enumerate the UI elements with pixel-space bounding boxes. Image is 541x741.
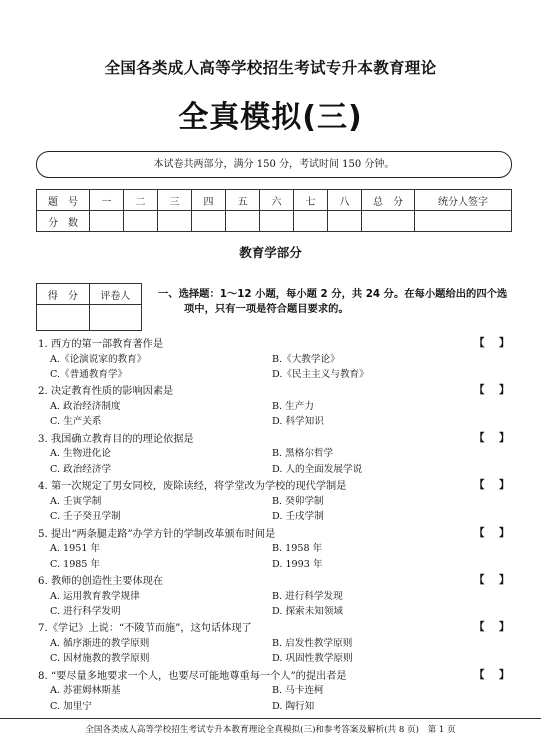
score-table-score-row xyxy=(37,211,512,232)
answer-bracket: 【 】 xyxy=(474,384,512,397)
option-d: D. 陶行知 xyxy=(272,700,315,712)
exam-title: 全真模拟(三) xyxy=(178,100,363,135)
option-d: D.《民主主义与教育》 xyxy=(272,369,369,380)
option-b: B. 癸卯学制 xyxy=(272,495,324,507)
score-table-row-label: 题 号 xyxy=(37,190,90,211)
answer-bracket: 【 】 xyxy=(474,431,512,444)
score-table-col: 一 xyxy=(90,190,124,211)
score-table-col: 六 xyxy=(260,190,294,211)
answer-bracket: 【 】 xyxy=(474,526,512,539)
option-d: D. 巩固性教学原则 xyxy=(272,653,353,665)
score-table-col: 三 xyxy=(158,190,192,211)
question-stem: 5. 提出“两条腿走路”办学方针的学制改革颁布时间是 xyxy=(38,528,276,540)
option-c: C. 生产关系 xyxy=(50,416,102,428)
answer-bracket: 【 】 xyxy=(474,337,512,349)
score-cell xyxy=(362,211,415,232)
option-a: A. 壬寅学制 xyxy=(50,495,102,507)
section-instruction xyxy=(158,287,518,317)
option-c: C. 进行科学发明 xyxy=(50,606,121,617)
section-title: 教育学部分 xyxy=(239,245,302,260)
score-cell xyxy=(124,211,158,232)
score-table-col: 五 xyxy=(226,190,260,211)
score-table-row-label: 分 数 xyxy=(37,211,90,232)
option-a: A.《论演说家的教育》 xyxy=(50,353,147,365)
page-footer: 全国各类成人高等学校招生考试专升本教育理论全真模拟(三)和参考答案及解析(共 8 页) 第 1 页 xyxy=(85,725,456,735)
score-cell xyxy=(158,211,192,232)
score-table-col-total: 总 分 xyxy=(362,190,415,211)
option-b: B. 马卡连柯 xyxy=(272,685,324,697)
question-stem: 4. 第一次规定了男女同校，废除读经，将学堂改为学校的现代学制是 xyxy=(38,481,347,493)
answer-bracket: 【 】 xyxy=(474,574,512,586)
score-cell xyxy=(415,211,512,232)
score-table-col: 二 xyxy=(124,190,158,211)
option-c: C. 1985 年 xyxy=(50,558,101,570)
option-c: C. 加里宁 xyxy=(50,700,92,712)
instruction-line-2: 项中，只有一项是符合题目要求的。 xyxy=(184,303,349,315)
grader-score-label: 得 分 xyxy=(37,284,90,305)
option-c: C. 政治经济学 xyxy=(50,463,112,475)
grader-name-cell xyxy=(89,305,141,331)
score-table xyxy=(36,189,512,232)
footer-rule xyxy=(0,718,541,719)
question-stem: 3. 我国确立教育目的的理论依据是 xyxy=(38,433,194,445)
option-b: B. 进行科学发现 xyxy=(272,590,343,602)
question-stem: 6. 教师的创造性主要体现在 xyxy=(38,576,164,587)
answer-bracket: 【 】 xyxy=(474,621,512,634)
question-stem: 8. “要尽量多地要求一个人，也要尽可能地尊重每一个人”的提出者是 xyxy=(38,670,347,682)
score-cell xyxy=(90,211,124,232)
option-b: B. 1958 年 xyxy=(272,543,323,555)
question-stem: 1. 西方的第一部教育著作是 xyxy=(38,339,164,350)
score-table-header-row xyxy=(37,190,512,211)
option-d: D. 探索未知领域 xyxy=(272,606,344,617)
option-c: C. 壬子癸丑学制 xyxy=(50,511,121,523)
grader-score-cell xyxy=(37,305,90,331)
score-table-col: 四 xyxy=(192,190,226,211)
option-b: B. 黑格尔哲学 xyxy=(272,448,334,460)
exam-header: 全国各类成人高等学校招生考试专升本教育理论 xyxy=(104,59,437,77)
option-d: D. 1993 年 xyxy=(272,558,323,570)
exam-notice: 本试卷共两部分，满分 150 分，考试时间 150 分钟。 xyxy=(36,151,512,178)
question-stem: 2. 决定教育性质的影响因素是 xyxy=(38,386,174,398)
score-cell xyxy=(226,211,260,232)
option-a: A. 循序渐进的教学原则 xyxy=(50,637,150,649)
score-cell xyxy=(328,211,362,232)
score-table-signer: 统分人签字 xyxy=(415,190,512,211)
option-d: D. 科学知识 xyxy=(272,416,324,428)
option-d: D. 壬戌学制 xyxy=(272,511,324,523)
score-cell xyxy=(260,211,294,232)
instruction-line-1: 一、选择题：1～12 小题，每小题 2 分，共 24 分。在每小题给出的四个选 xyxy=(158,288,508,300)
option-a: A. 苏霍姆林斯基 xyxy=(50,685,121,697)
answer-bracket: 【 】 xyxy=(474,479,512,492)
option-a: A. 运用教育教学规律 xyxy=(50,590,140,602)
option-a: A. 1951 年 xyxy=(50,543,101,555)
answer-bracket: 【 】 xyxy=(474,668,512,681)
option-c: C. 因材施教的教学原则 xyxy=(50,653,150,665)
question-stem: 7.《学记》上说：“不陵节而施”，这句话体现了 xyxy=(38,623,252,635)
option-b: B.《大教学论》 xyxy=(272,353,340,365)
score-table-col: 八 xyxy=(328,190,362,211)
grader-name-label: 评卷人 xyxy=(89,284,141,305)
option-b: B. 启发性教学原则 xyxy=(272,637,353,649)
option-b: B. 生产力 xyxy=(272,400,314,412)
score-cell xyxy=(294,211,328,232)
score-table-col: 七 xyxy=(294,190,328,211)
grader-box xyxy=(36,283,142,331)
option-a: A. 政治经济制度 xyxy=(50,400,121,412)
score-cell xyxy=(192,211,226,232)
option-a: A. 生物进化论 xyxy=(50,448,111,460)
option-c: C.《普通教育学》 xyxy=(50,369,128,380)
option-d: D. 人的全面发展学说 xyxy=(272,463,363,475)
